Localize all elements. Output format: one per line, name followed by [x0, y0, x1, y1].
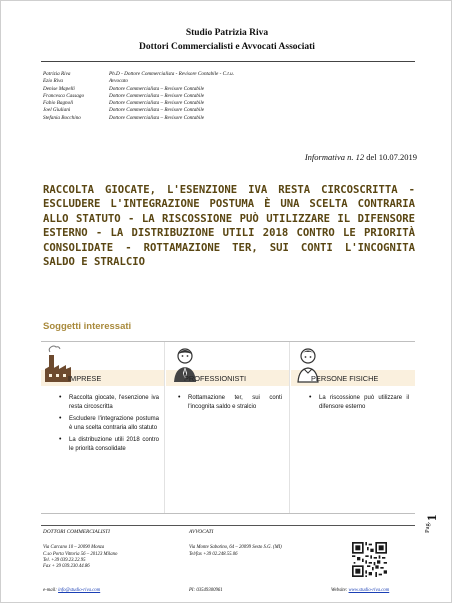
staff-row — [43, 93, 234, 100]
page-label: Pag. — [424, 521, 431, 533]
footer-address-line: Tel. +39 039.23.22.95 — [43, 557, 86, 563]
category-imprese — [41, 342, 165, 513]
category-label: PROFESSIONISTI — [184, 374, 247, 383]
staff-role: Dottore Commercialista – Revisore Contabile — [109, 92, 205, 99]
footer-right-heading: AVVOCATI — [189, 529, 214, 535]
staff-role: Ph.D - Dottore Commercialista - Revisore Contabile - C.t.u. — [109, 71, 235, 77]
informativa-date: del 10.07.2019 — [366, 152, 417, 162]
header-rule — [41, 61, 415, 62]
footer-address-line: C.so Porta Vittoria 56 – 20123 Milano — [43, 551, 118, 557]
staff-row — [43, 107, 234, 114]
staff-name: Stefania Bocchino — [43, 114, 81, 121]
footer-right — [189, 529, 282, 558]
staff-role: Dottore Commercialista – Revisore Contabile — [109, 85, 205, 92]
footer-website — [331, 588, 389, 594]
footer-left — [43, 529, 117, 570]
page-number — [424, 499, 440, 539]
footer-address-line: Fax + 39 039.230.44.86 — [43, 564, 90, 570]
staff-role: Dottore Commercialista – Revisore Contabile — [109, 107, 205, 114]
staff-role: Avvocato — [109, 78, 129, 85]
topic-item: • Raccolta giocate, l'esenzione iva resta circoscritta — [57, 394, 159, 411]
document-title: RACCOLTA GIOCATE, L'ESENZIONE IVA RESTA CIRCOSCRITTA - ESCLUDERE L'INTEGRAZIONE POSTUMA È UNA SCELTA CONTRARIA ALLO STATUTO - LA RISCOSSIONE PUÒ UTILIZZARE IL DIFENSORE ESTERNO - LA DISTRIBUZIONE UTILI 2018 CONTRO LE PRIORITÀ CONSOLIDATE - ROTTAMAZIONE TER, SUI CONTI L'INCOGNITA SALDO E STRALCIO — [43, 184, 415, 269]
subjects-table — [41, 341, 415, 514]
staff-row — [43, 115, 234, 122]
email-link[interactable]: info@studio-riva.com — [58, 588, 101, 593]
informativa-line — [305, 152, 417, 162]
staff-name: Ezio Riva — [43, 78, 64, 85]
firm-name: Studio Patrizia Riva — [185, 28, 269, 38]
category-professionisti — [166, 342, 290, 513]
category-label: IMPRESE — [68, 374, 102, 383]
staff-row — [43, 86, 234, 93]
category-label: PERSONE FISICHE — [311, 374, 379, 383]
email-label: e-mail: — [43, 588, 57, 593]
staff-name: Fabio Bagnoli — [43, 100, 74, 107]
footer-pi: PI: 03549300961 — [189, 588, 223, 593]
footer-rule — [41, 525, 415, 526]
staff-name: Joel Giuliani — [43, 107, 71, 114]
footer-left-heading: DOTTORI COMMERCIALISTI — [43, 529, 110, 535]
staff-row — [43, 78, 234, 85]
qr-code — [352, 542, 387, 577]
website-link[interactable]: www.studio-riva.com — [348, 588, 390, 593]
staff-name: Denise Mapelli — [43, 85, 75, 92]
staff-list — [43, 71, 234, 122]
topic-list — [176, 394, 282, 415]
staff-name: Francesca Cassago — [43, 92, 85, 99]
footer-address-line: Tel/fax +39 02.248.55.06 — [189, 551, 238, 557]
website-label: Website: — [331, 588, 348, 593]
topic-item: • La distribuzione utili 2018 contro le priorità consolidate — [57, 436, 159, 453]
topic-item: • Rottamazione ter, sui conti l'incognita saldo e stralcio — [176, 394, 282, 411]
page-value: 1 — [424, 514, 439, 521]
topic-item: • Escludere l'integrazione postuma è una scelta contraria allo statuto — [57, 415, 159, 432]
informativa-number: Informativa n. 12 — [304, 152, 365, 162]
firm-subtitle: Dottori Commercialisti e Avvocati Associati — [139, 42, 315, 52]
footer-address-line: Via Monte Sabotino, 64 – 20099 Sesto S.G. (MI) — [189, 545, 282, 551]
staff-role: Dottore Commercialista – Revisore Contabile — [109, 100, 205, 107]
footer-email — [43, 588, 100, 594]
topic-list — [57, 394, 159, 458]
footer-address-line: Via Carcano 10 – 20090 Monza — [43, 545, 105, 551]
topic-item: • La riscossione può utilizzare il difensore esterno — [307, 394, 409, 411]
section-heading: Soggetti interessati — [43, 321, 132, 332]
staff-name: Patrizia Riva — [43, 71, 71, 77]
staff-role: Dottore Commercialista – Revisore Contabile — [109, 114, 205, 121]
staff-row — [43, 71, 234, 78]
topic-list — [307, 394, 409, 415]
category-persone-fisiche — [291, 342, 415, 513]
staff-row — [43, 100, 234, 107]
